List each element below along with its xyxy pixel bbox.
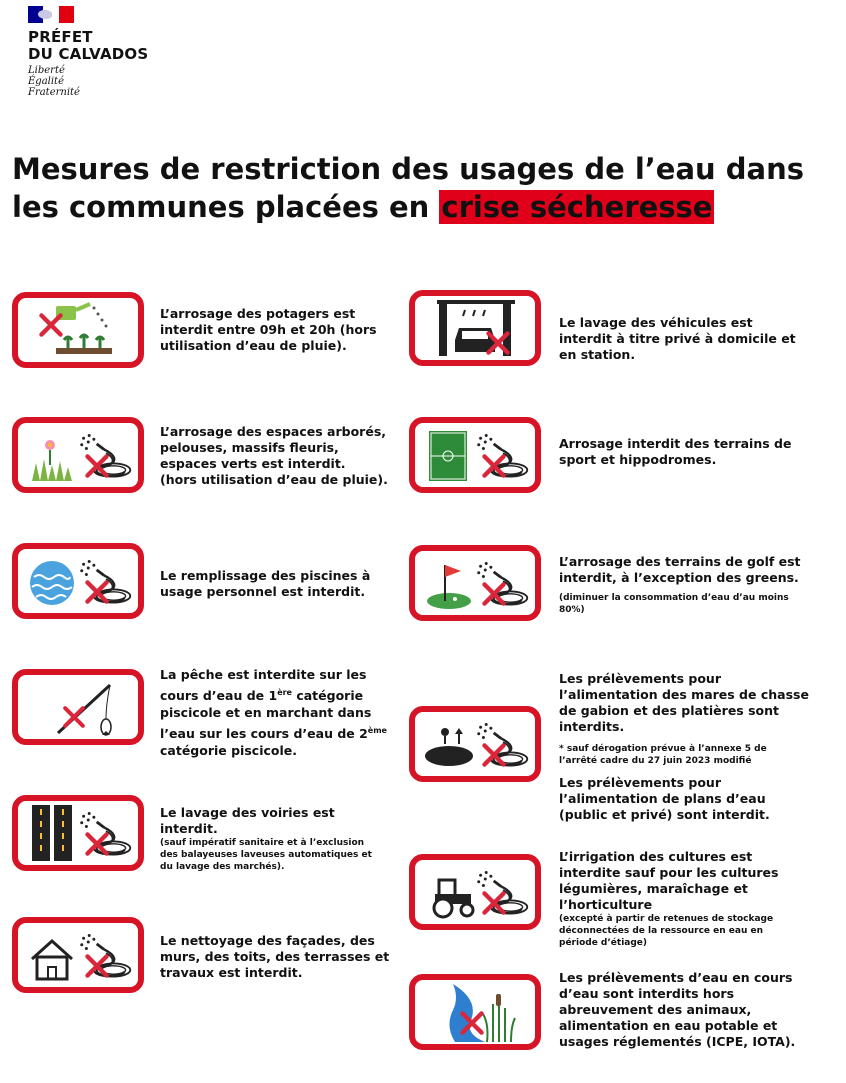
pool-hose-icon xyxy=(12,543,144,619)
title-highlight: crise sécheresse xyxy=(441,190,713,224)
org-name: PRÉFET DU CALVADOS xyxy=(28,28,149,63)
rule-pools: Le remplissage des piscines à usage personnel est interdit. xyxy=(160,568,371,599)
fishing-rod-icon xyxy=(12,669,144,745)
pond-hose-icon xyxy=(409,706,541,782)
road-hose-icon xyxy=(12,795,144,871)
rule-river-withdrawals: Les prélèvements d’eau en cours d’eau sont interdits hors abreuvement des animaux, alimentation en eau potable et usages réglementés (ICPE, IOTA). xyxy=(559,970,796,1049)
rule-sports-fields: Arrosage interdit des terrains de sport et hippodromes. xyxy=(559,436,792,467)
prefecture-logo xyxy=(28,6,148,98)
rule-roads: Le lavage des voiries est interdit. (sauf impératif sanitaire et à l’exclusion des balayeuses laveuses automatiques et du lavage des marchés). xyxy=(160,805,372,872)
car-wash-icon xyxy=(409,290,541,366)
rule-golf: L’arrosage des terrains de golf est interdit, à l’exception des greens. (diminuer la consommation d’eau d’au moins 80%) xyxy=(559,554,801,615)
rule-green-spaces: L’arrosage des espaces arborés, pelouses, massifs fleuris, espaces verts est interdit. (hors utilisation d’eau de pluie). xyxy=(160,424,388,487)
motto: Liberté Égalité Fraternité xyxy=(28,65,80,98)
republic-flag-icon xyxy=(28,6,74,23)
rule-irrigation: L’irrigation des cultures est interdite sauf pour les cultures légumières, maraîchage et l’horticulture (excepté à partir de retenues de stockage déconnectées de la ressource en eau en période d’étiage) xyxy=(559,849,779,948)
rule-ponds: Les prélèvements pour l’alimentation des mares de chasse de gabion et des platières sont interdits. * sauf dérogation prévue à l’annexe 5 de l’arrêté cadre du 27 juin 2023 modifié Les prélèvements pour l’alimentation de plans d’eau (public et privé) sont interdit. xyxy=(559,671,809,822)
page-title: Mesures de restriction des usages de l’eau dans les communes placées en crise sécheresse xyxy=(12,152,805,224)
rule-facades: Le nettoyage des façades, des murs, des toits, des terrasses et travaux est interdit. xyxy=(160,933,390,980)
rule-vegetable-gardens: L’arrosage des potagers est interdit entre 09h et 20h (hors utilisation d’eau de pluie). xyxy=(160,306,377,353)
river-reeds-icon xyxy=(409,974,541,1050)
house-hose-icon xyxy=(12,917,144,993)
rule-vehicle-washing: Le lavage des véhicules est interdit à titre privé à domicile et en station. xyxy=(559,315,796,362)
sports-field-hose-icon xyxy=(409,417,541,493)
flowers-hose-icon xyxy=(12,417,144,493)
tractor-hose-icon xyxy=(409,854,541,930)
watering-can-vegetables-icon xyxy=(12,292,144,368)
rule-fishing: La pêche est interdite sur les cours d’eau de 1ère catégorie piscicole et en marchant dans l’eau sur les cours d’eau de 2ème catégorie piscicole. xyxy=(160,667,387,759)
golf-hose-icon xyxy=(409,545,541,621)
